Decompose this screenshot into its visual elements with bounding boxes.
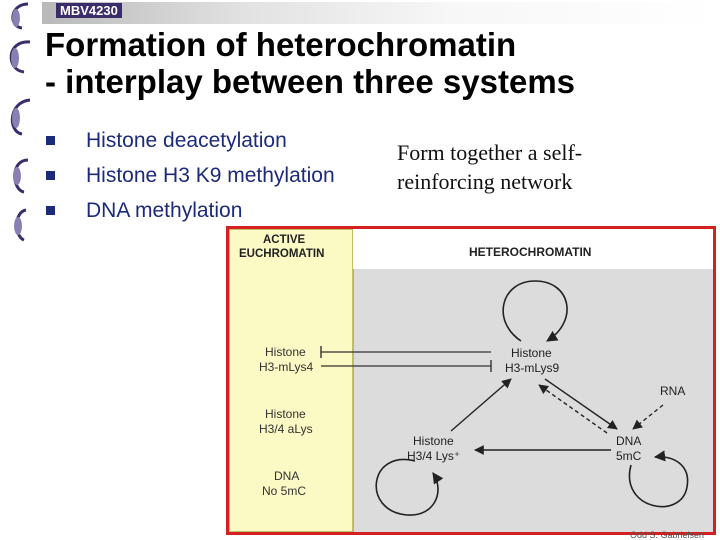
euchromatin-mark-1-line-2: H3-mLys4 bbox=[259, 360, 314, 374]
node-h3k9-line-2: H3-mLys9 bbox=[505, 361, 560, 375]
bullet-item bbox=[44, 124, 335, 159]
node-h34-line-2: H3/4 Lys⁺ bbox=[407, 449, 461, 463]
diagram-canvas bbox=[229, 229, 713, 532]
bullet-text: Histone deacetylation bbox=[86, 129, 287, 152]
node-dna-line-1: DNA bbox=[616, 434, 642, 448]
self-loop-h3k9 bbox=[503, 281, 567, 341]
heterochromatin-diagram bbox=[226, 226, 716, 535]
binder-rings-decoration bbox=[0, 0, 40, 250]
bullet-item bbox=[44, 194, 335, 229]
euchromatin-heading-line-2: EUCHROMATIN bbox=[239, 248, 325, 260]
bullet-item bbox=[44, 159, 335, 194]
bullet-list bbox=[44, 124, 335, 229]
arrow-h3k9-to-dna-solid bbox=[545, 379, 617, 429]
side-note-line-1: Form together a self- bbox=[397, 140, 583, 165]
euchromatin-mark-2-line-1: Histone bbox=[265, 407, 306, 421]
bullet-square-icon bbox=[46, 206, 55, 215]
bullet-square-icon bbox=[46, 171, 55, 180]
euchromatin-mark-2-line-2: H3/4 aLys bbox=[259, 422, 313, 436]
node-h3k9-line-1: Histone bbox=[511, 346, 552, 360]
bullet-square-icon bbox=[46, 136, 55, 145]
euchromatin-heading-line-1: ACTIVE bbox=[263, 234, 306, 246]
title-line-1: Formation of heterochromatin bbox=[45, 26, 517, 63]
self-loop-h34 bbox=[376, 459, 438, 515]
slide-title bbox=[45, 26, 575, 100]
bullet-text: DNA methylation bbox=[86, 199, 243, 222]
heterochromatin-heading: HETEROCHROMATIN bbox=[469, 245, 592, 259]
arrow-h34-to-h3k9 bbox=[451, 379, 511, 431]
course-code: MBV4230 bbox=[56, 3, 122, 18]
euchromatin-mark-3-line-1: DNA bbox=[274, 469, 300, 483]
header-bar bbox=[42, 2, 720, 24]
title-line-2: - interplay between three systems bbox=[45, 63, 576, 100]
euchromatin-mark-3-line-2: No 5mC bbox=[262, 484, 307, 498]
arrow-rna-to-dna bbox=[633, 405, 663, 429]
node-rna: RNA bbox=[660, 384, 686, 398]
node-h34-line-1: Histone bbox=[413, 434, 454, 448]
bullet-text: Histone H3 K9 methylation bbox=[86, 164, 335, 187]
side-note bbox=[397, 138, 582, 196]
arrow-dna-to-h3k9-dashed bbox=[539, 385, 607, 433]
image-credit: Odd S. Gabrielsen bbox=[630, 530, 705, 540]
self-loop-dna bbox=[629, 457, 687, 507]
side-note-line-2: reinforcing network bbox=[397, 169, 573, 194]
euchromatin-mark-1-line-1: Histone bbox=[265, 345, 306, 359]
node-dna-line-2: 5mC bbox=[616, 449, 642, 463]
